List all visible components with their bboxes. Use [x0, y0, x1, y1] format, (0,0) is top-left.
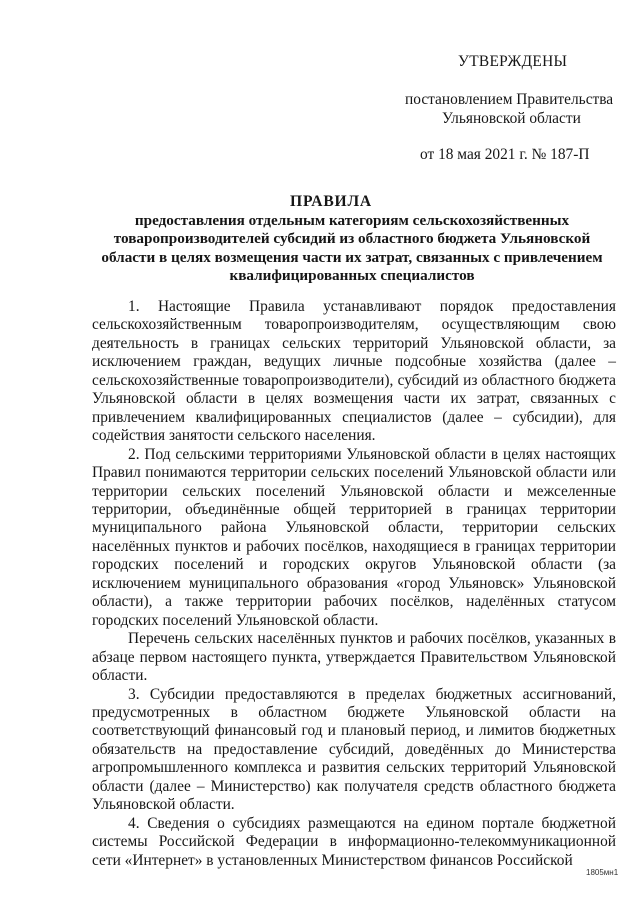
document-subtitle: предоставления отдельным категориям сельскохозяйственных товаропроизводителей субсидий из областного бюджета Ульяновской области в целях возмещения части их затрат, связанных с привлечением квалифицированных специалистов: [101, 212, 603, 285]
paragraph-3: 3. Субсидии предоставляются в пределах бюджетных ассигнований, предусмотренных в областном бюджете Ульяновской области на соответствующий финансовый год и плановый период, и лимитов бюджетных обязательств на предоставление субсидий, доведённых до Министерства агропромышленного комплекса и развития сельских территорий Ульяновской области (далее – Министерство) как получателя средств областного бюджета Ульяновской области.: [92, 685, 616, 814]
approval-title: УТВЕРЖДЕНЫ: [458, 53, 568, 70]
approval-line-1: постановлением Правительства: [405, 91, 614, 108]
paragraph-4: 4. Сведения о субсидиях размещаются на едином портале бюджетной системы Российской Федерации в информационно-телекоммуникационной сети «Интернет» в установленных Министерством финансов Российской: [92, 814, 616, 869]
approval-date: от 18 мая 2021 г. № 187-П: [420, 146, 590, 163]
footer-code: 1805мн1: [586, 868, 619, 877]
document-body: [92, 298, 616, 870]
document-title: ПРАВИЛА: [290, 193, 372, 210]
paragraph-1: 1. Настоящие Правила устанавливают порядок предоставления сельскохозяйственным товаропроизводителям, осуществляющим свою деятельность в границах сельских территорий Ульяновской области, за исключением граждан, ведущих личные подсобные хозяйства (далее – сельскохозяйственные товаропроизводители), субсидий из областного бюджета Ульяновской области в целях возмещения части их затрат, связанных с привлечением квалифицированных специалистов (далее – субсидии), для содействия занятости сельского населения.: [92, 298, 616, 445]
paragraph-2-list: Перечень сельских населённых пунктов и рабочих посёлков, указанных в абзаце первом настоящего пункта, утверждается Правительством Ульяновской области.: [92, 630, 616, 685]
paragraph-2: 2. Под сельскими территориями Ульяновской области в целях настоящих Правил понимаются территории сельских поселений Ульяновской области или территории сельских поселений Ульяновской области и межселенные территории, объединённые общей территорией в границах территории муниципального района Ульяновской области, территории сельских населённых пунктов и рабочих посёлков, находящиеся в границах территории городских поселений и городских округов Ульяновской области (за исключением муниципального образования «город Ульяновск» Ульяновской области), а также территории рабочих посёлков, наделённых статусом городских поселений Ульяновской области.: [92, 445, 616, 629]
approval-line-2: Ульяновской области: [442, 110, 581, 127]
